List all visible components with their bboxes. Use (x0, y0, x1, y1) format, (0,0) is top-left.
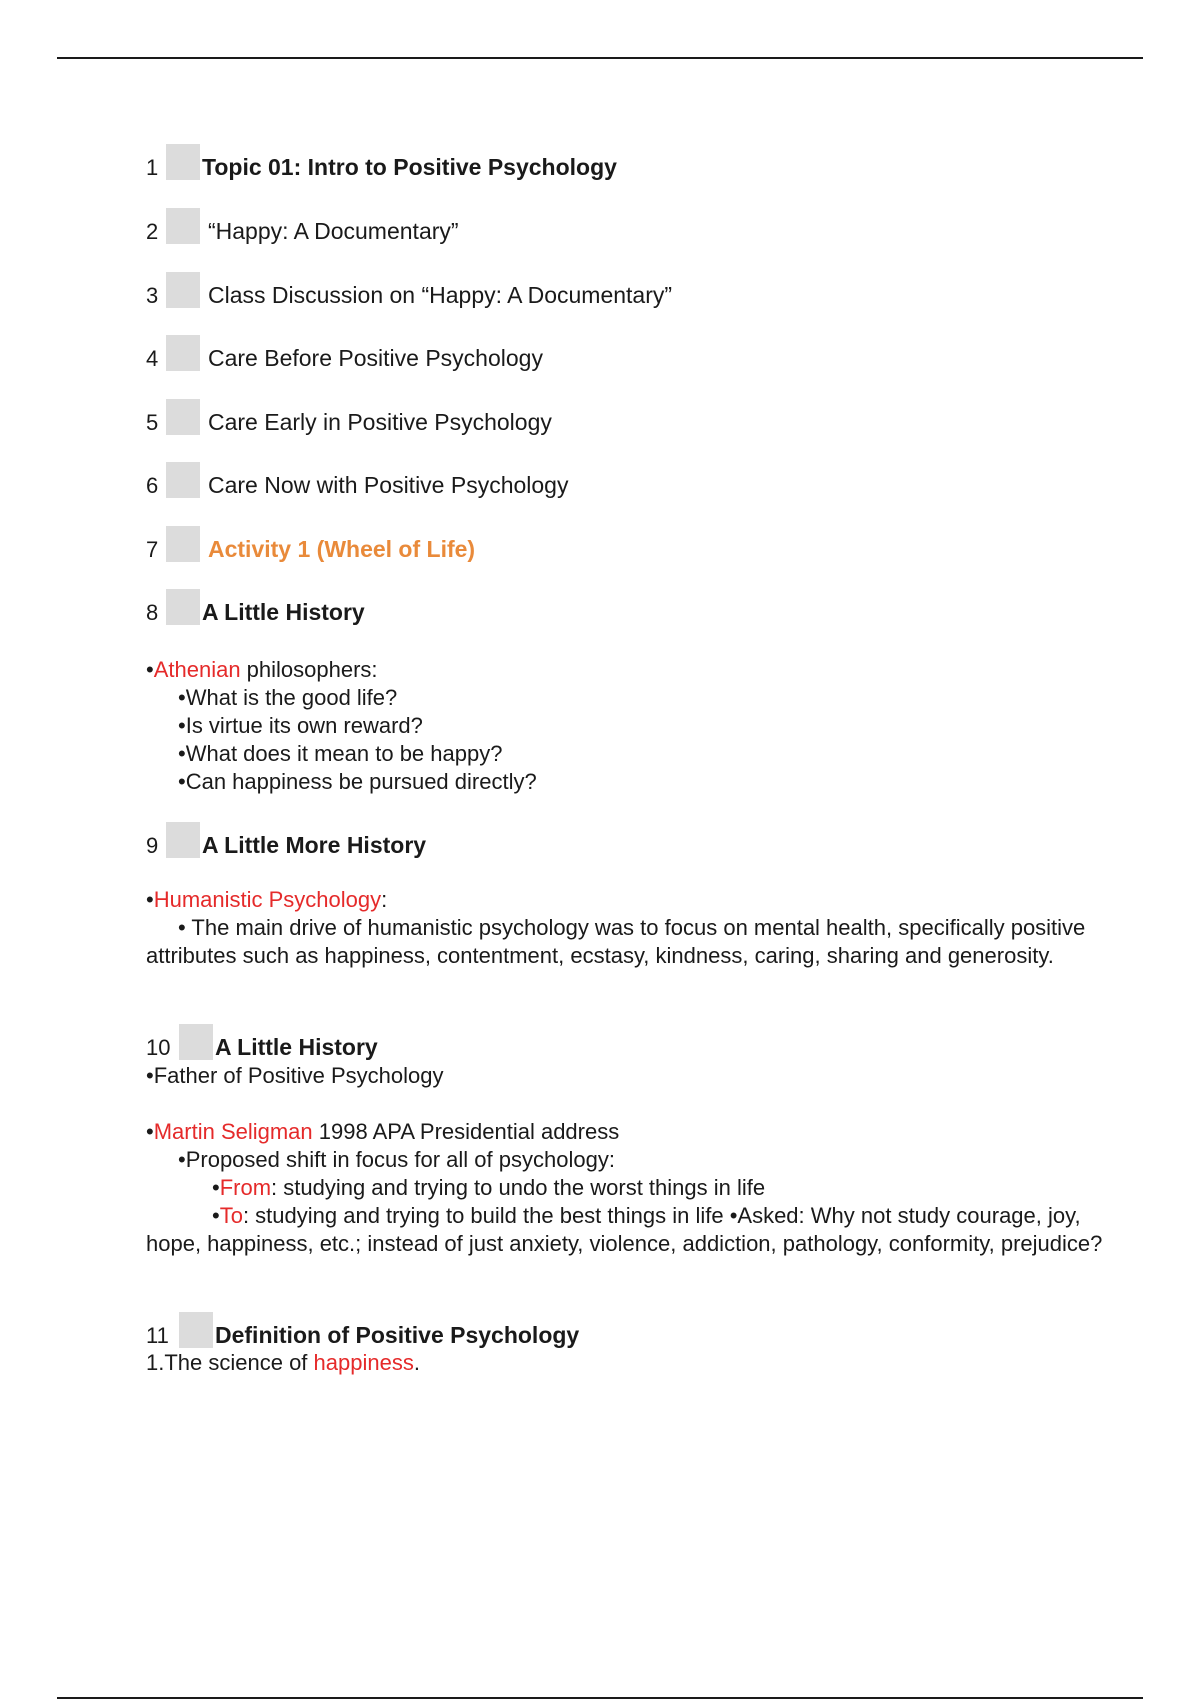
slide-number: 7 (146, 537, 159, 562)
notes-item: •What does it mean to be happy? (178, 741, 503, 766)
highlight-term: Humanistic Psychology (153, 887, 382, 912)
slide-title: “Happy: A Documentary” (208, 218, 459, 244)
slide-number: 10 (146, 1035, 171, 1060)
slide-title: Care Now with Positive Psychology (208, 472, 569, 498)
notes-item (146, 1174, 1106, 1202)
slide-number: 4 (146, 346, 159, 371)
slide-thumbnail[interactable] (166, 462, 200, 498)
slide-thumbnail[interactable] (166, 399, 200, 435)
bullet: • (146, 657, 154, 682)
highlight-term: Martin Seligman (153, 1119, 313, 1144)
slide-title-link[interactable]: Activity 1 (Wheel of Life) (208, 536, 476, 562)
slide-thumbnail[interactable] (179, 1312, 213, 1348)
slide-title: A Little History (202, 599, 365, 625)
slide-thumbnail[interactable] (166, 526, 200, 562)
notes-item: •Is virtue its own reward? (178, 713, 423, 738)
notes-item (146, 1202, 1106, 1258)
slide-thumbnail[interactable] (166, 589, 200, 625)
highlight-term: happiness (313, 1350, 414, 1375)
slide-thumbnail[interactable] (166, 822, 200, 858)
bottom-rule (57, 1697, 1143, 1699)
bullet: • (146, 887, 154, 912)
slide-title: A Little History (215, 1034, 378, 1060)
notes-item: •What is the good life? (178, 685, 398, 710)
slide-number: 1 (146, 155, 159, 180)
notes-text: . (413, 1350, 420, 1375)
notes-text: : studying and trying to build the best things in life •Asked: Why not study courage, joy, hope, happiness, etc.; instead of just anxiety, violence, addiction, pathology, conformity, prejudice? (146, 1203, 1103, 1256)
notes-item: •Proposed shift in focus for all of psychology: (178, 1147, 615, 1172)
notes-text: philosophers: (240, 657, 378, 682)
slide-number: 6 (146, 473, 159, 498)
notes-text: : studying and trying to undo the worst things in life (271, 1175, 766, 1200)
notes-line: •Father of Positive Psychology (146, 1063, 444, 1088)
slide-9-notes (146, 886, 1106, 970)
notes-item: •Can happiness be pursued directly? (178, 769, 537, 794)
slide-number: 11 (146, 1323, 169, 1348)
slide-number: 8 (146, 600, 159, 625)
notes-lead (146, 886, 1106, 914)
slide-8-notes (146, 656, 1106, 796)
slide-title: Care Before Positive Psychology (208, 345, 543, 371)
notes-line (146, 1349, 1106, 1377)
notes-lead (146, 1118, 1106, 1146)
slide-title: Definition of Positive Psychology (215, 1322, 580, 1348)
slide-thumbnail[interactable] (166, 272, 200, 308)
notes-lead (146, 656, 1106, 684)
bullet: • (212, 1175, 220, 1200)
slide-thumbnail[interactable] (166, 208, 200, 244)
notes-text: 1998 APA Presidential address (312, 1119, 620, 1144)
slide-10-notes-2 (146, 1118, 1106, 1258)
bullet: • (146, 1119, 154, 1144)
slide-thumbnail[interactable] (166, 144, 200, 180)
bullet: • (212, 1203, 220, 1228)
slide-number: 9 (146, 833, 159, 858)
slide-10-notes (146, 1062, 1106, 1090)
highlight-term: From (219, 1175, 272, 1200)
slide-title: A Little More History (202, 832, 427, 858)
slide-title: Topic 01: Intro to Positive Psychology (202, 154, 617, 180)
notes-text: 1.The science of (146, 1350, 314, 1375)
slide-number: 5 (146, 410, 159, 435)
notes-paragraph: • The main drive of humanistic psychology was to focus on mental health, specifically positive attributes such as happiness, contentment, ecstasy, kindness, caring, sharing and generosity. (146, 915, 1086, 968)
slide-title: Care Early in Positive Psychology (208, 409, 552, 435)
slide-11-notes (146, 1349, 1106, 1377)
slide-thumbnail[interactable] (179, 1024, 213, 1060)
highlight-term: Athenian (153, 657, 241, 682)
slide-thumbnail[interactable] (166, 335, 200, 371)
top-rule (57, 57, 1143, 59)
slide-number: 2 (146, 219, 159, 244)
highlight-term: To (219, 1203, 243, 1228)
slide-number: 3 (146, 283, 159, 308)
slide-title: Class Discussion on “Happy: A Documentary” (208, 282, 673, 308)
notes-text: : (381, 887, 388, 912)
